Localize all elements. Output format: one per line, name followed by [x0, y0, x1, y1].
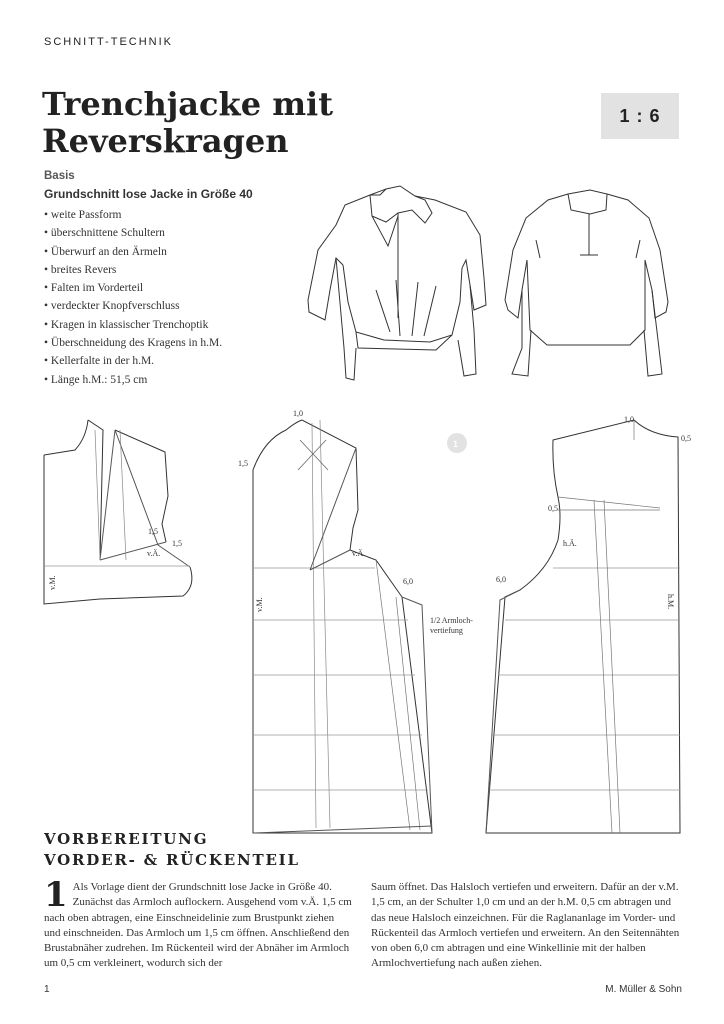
label: 6,0	[496, 575, 506, 584]
label: h.M.	[666, 594, 675, 610]
page-number: 1	[44, 984, 50, 995]
list-item: • Länge h.M.: 51,5 cm	[44, 371, 222, 389]
list-item: • verdeckter Knopfverschluss	[44, 297, 222, 315]
body-column-1	[44, 875, 352, 972]
list-item: • Überschneidung des Kragens in h.M.	[44, 334, 222, 352]
base-pattern: Grundschnitt lose Jacke in Größe 40	[44, 187, 253, 201]
list-item: • Überwurf an den Ärmeln	[44, 243, 222, 261]
list-item: • weite Passform	[44, 206, 222, 224]
label: 6,0	[403, 577, 413, 586]
list-item: • Kellerfalte in der h.M.	[44, 352, 222, 370]
label: 0,5	[548, 504, 558, 513]
label: 1,5	[148, 527, 158, 536]
step-number: 1	[44, 875, 68, 915]
label: 1/2 Armloch-	[430, 616, 473, 625]
page-title: Trenchjacke mit Reverskragen	[42, 85, 333, 160]
label: v.Ä.	[352, 549, 366, 558]
label: 1,5	[238, 459, 248, 468]
front-bodice-large	[253, 420, 432, 833]
back-bodice	[486, 420, 680, 833]
section-heading-line1: VORBEREITUNG	[44, 830, 209, 848]
label: v.M.	[48, 575, 57, 590]
list-item: • Kragen in klassischer Trenchoptik	[44, 316, 222, 334]
scale-badge: 1 : 6	[601, 93, 679, 139]
body-column-2: Saum öffnet. Das Halsloch vertiefen und erweitern. Dafür an der v.M. 1,5 cm, an der Schulter 1,0 cm und an der h.M. 0,5 cm abtragen und das neue Halsloch einzeichnen. Für die Raglananlage im Vorder- und Rückenteil das Armloch vertiefen und erweitern. An den Seitennähten von oben 6,0 cm abtragen und eine Winkellinie mit der halben Armlochvertiefung nach außen ziehen.	[371, 881, 680, 970]
label: 1,0	[624, 415, 634, 424]
label: 1,0	[293, 409, 303, 418]
label: 0,5	[681, 434, 691, 443]
list-item: • Falten im Vorderteil	[44, 279, 222, 297]
label: v.M.	[255, 597, 264, 612]
subtitle: Basis	[44, 170, 75, 182]
list-item: • breites Revers	[44, 261, 222, 279]
body-text-1: Als Vorlage dient der Grundschnitt lose Jacke in Größe 40. Zunächst das Armloch auflockern. Ausgehend vom v.Ä. 1,5 cm nach oben abtragen, eine Einschneidelinie zum Brustpunkt ziehen und einschneiden. Das Armloch um 1,5 cm öffnen. Anschließend den Brustabnäher zudrehen. Im Rückenteil wird der Abnäher im Armloch um 0,5 cm verkleinert, wodurch sich der	[44, 881, 352, 970]
front-bodice-small	[44, 420, 192, 604]
label: vertiefung	[430, 626, 463, 635]
label: 1,5	[172, 539, 182, 548]
label: v.Ä.	[147, 549, 161, 558]
label: h.Ä.	[563, 539, 577, 548]
section-tag: SCHNITT-TECHNIK	[44, 36, 173, 48]
section-heading	[44, 829, 300, 871]
step-badge-label: 1	[453, 439, 459, 449]
section-heading-line2: VORDER- & RÜCKENTEIL	[44, 851, 300, 869]
list-item: • überschnittene Schultern	[44, 224, 222, 242]
publisher: M. Müller & Sohn	[605, 984, 682, 995]
